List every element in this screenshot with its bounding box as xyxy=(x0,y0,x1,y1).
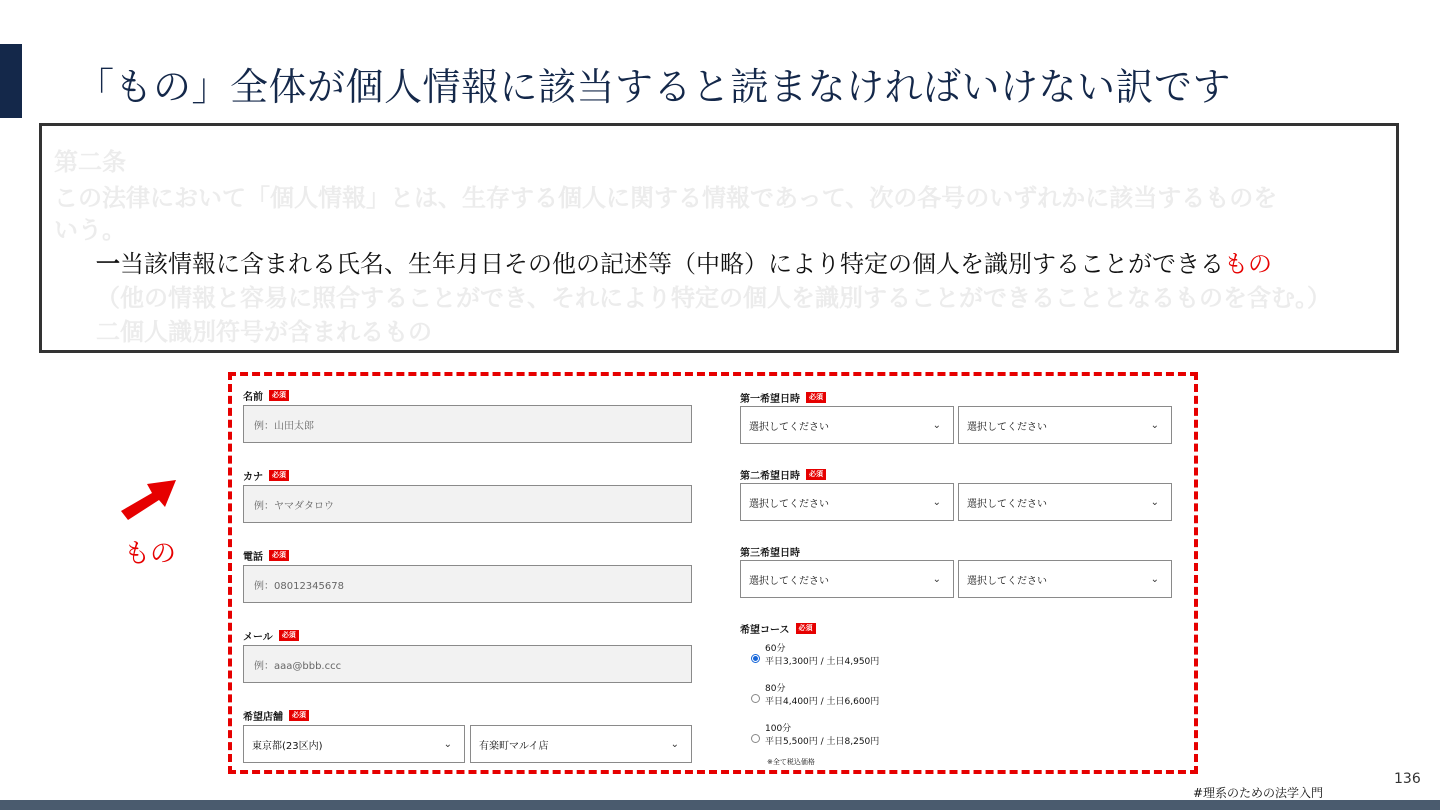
date3-day-value: 選択してください xyxy=(749,575,829,587)
store-label-text: 希望店舗 xyxy=(243,712,283,723)
date1-time-value: 選択してください xyxy=(967,421,1047,433)
law-definition-line1: この法律において「個人情報」とは、生存する個人に関する情報であって、次の各号のいずれかに該当するものを xyxy=(54,184,1278,212)
hashtag: #理系のための法学入門 xyxy=(1193,786,1324,800)
kana-label-text: カナ xyxy=(243,472,263,483)
radio-button-selected[interactable] xyxy=(751,654,760,663)
date2-time-value: 選択してください xyxy=(967,498,1047,510)
chevron-down-icon: ⌄ xyxy=(1150,573,1159,585)
course-duration: 100分 xyxy=(765,724,792,734)
kana-label xyxy=(243,468,289,483)
law-article: 第二条 xyxy=(54,148,126,176)
chevron-down-icon: ⌄ xyxy=(932,496,941,508)
required-badge: 必須 xyxy=(289,710,309,721)
shop-select[interactable] xyxy=(470,725,692,763)
name-label xyxy=(243,388,289,403)
shop-value: 有楽町マルイ店 xyxy=(479,740,549,752)
email-label-text: メール xyxy=(243,632,273,643)
radio-button[interactable] xyxy=(751,694,760,703)
date3-label xyxy=(740,544,800,559)
date2-day-select[interactable] xyxy=(740,483,954,521)
date1-day-select[interactable] xyxy=(740,406,954,444)
footer-bar xyxy=(0,800,1440,810)
law-item1-highlight: もの xyxy=(1224,250,1272,278)
required-badge: 必須 xyxy=(806,469,826,480)
date2-day-value: 選択してください xyxy=(749,498,829,510)
required-badge: 必須 xyxy=(279,630,299,641)
chevron-down-icon: ⌄ xyxy=(1150,419,1159,431)
phone-label xyxy=(243,548,289,563)
law-item1-text: 当該情報に含まれる氏名、生年月日その他の記述等（中略）により特定の個人を識別することができる xyxy=(120,250,1224,278)
law-item2: 二個人識別符号が含まれるもの xyxy=(96,318,432,346)
slide-title: 「もの」全体が個人情報に該当すると読まなければいけない訳です xyxy=(76,65,1232,109)
phone-input[interactable]: 例：08012345678 xyxy=(243,565,692,603)
date1-day-value: 選択してください xyxy=(749,421,829,433)
required-badge: 必須 xyxy=(269,390,289,401)
law-item1-continuation: （他の情報と容易に照合することができ、それにより特定の個人を識別することができることとなるものを含む。） xyxy=(96,284,1332,312)
date1-label-text: 第一希望日時 xyxy=(740,394,800,405)
date2-time-select[interactable] xyxy=(958,483,1172,521)
course-option-80[interactable] xyxy=(751,683,879,709)
course-price: 平日3,300円 / 土日4,950円 xyxy=(765,657,880,667)
page-number: 136 xyxy=(1394,771,1421,787)
date3-time-select[interactable] xyxy=(958,560,1172,598)
course-price: 平日5,500円 / 土日8,250円 xyxy=(765,737,880,747)
tax-note: ※全て税込価格 xyxy=(767,758,815,766)
law-item1 xyxy=(96,244,1272,279)
kana-input[interactable]: 例：ヤマダタロウ xyxy=(243,485,692,523)
chevron-down-icon: ⌄ xyxy=(670,738,679,750)
date2-label xyxy=(740,467,826,482)
prefecture-select[interactable] xyxy=(243,725,465,763)
required-badge: 必須 xyxy=(806,392,826,403)
prefecture-value: 東京都(23区内) xyxy=(252,740,323,752)
email-input[interactable]: 例：aaa@bbb.ccc xyxy=(243,645,692,683)
date3-label-text: 第三希望日時 xyxy=(740,548,800,559)
chevron-down-icon: ⌄ xyxy=(443,738,452,750)
course-duration: 60分 xyxy=(765,644,786,654)
date1-label xyxy=(740,390,826,405)
course-duration: 80分 xyxy=(765,684,786,694)
law-item1-number: 一 xyxy=(96,250,120,278)
store-label xyxy=(243,708,309,723)
date2-label-text: 第二希望日時 xyxy=(740,471,800,482)
title-accent-bar xyxy=(0,44,22,118)
required-badge: 必須 xyxy=(269,550,289,561)
mono-annotation-label: もの xyxy=(124,539,177,569)
course-label-text: 希望コース xyxy=(740,625,790,636)
law-definition-line2: いう。 xyxy=(54,216,126,244)
chevron-down-icon: ⌄ xyxy=(1150,496,1159,508)
required-badge: 必須 xyxy=(269,470,289,481)
course-option-60[interactable] xyxy=(751,643,879,669)
date3-day-select[interactable] xyxy=(740,560,954,598)
required-badge: 必須 xyxy=(796,623,816,634)
name-input[interactable]: 例：山田太郎 xyxy=(243,405,692,443)
chevron-down-icon: ⌄ xyxy=(932,419,941,431)
name-label-text: 名前 xyxy=(243,392,263,403)
course-option-100[interactable] xyxy=(751,723,879,749)
red-arrow-icon xyxy=(118,478,182,524)
email-label xyxy=(243,628,299,643)
phone-label-text: 電話 xyxy=(243,552,263,563)
date3-time-value: 選択してください xyxy=(967,575,1047,587)
chevron-down-icon: ⌄ xyxy=(932,573,941,585)
course-label xyxy=(740,621,816,636)
course-price: 平日4,400円 / 土日6,600円 xyxy=(765,697,880,707)
date1-time-select[interactable] xyxy=(958,406,1172,444)
radio-button[interactable] xyxy=(751,734,760,743)
law-text-box xyxy=(39,123,1399,353)
